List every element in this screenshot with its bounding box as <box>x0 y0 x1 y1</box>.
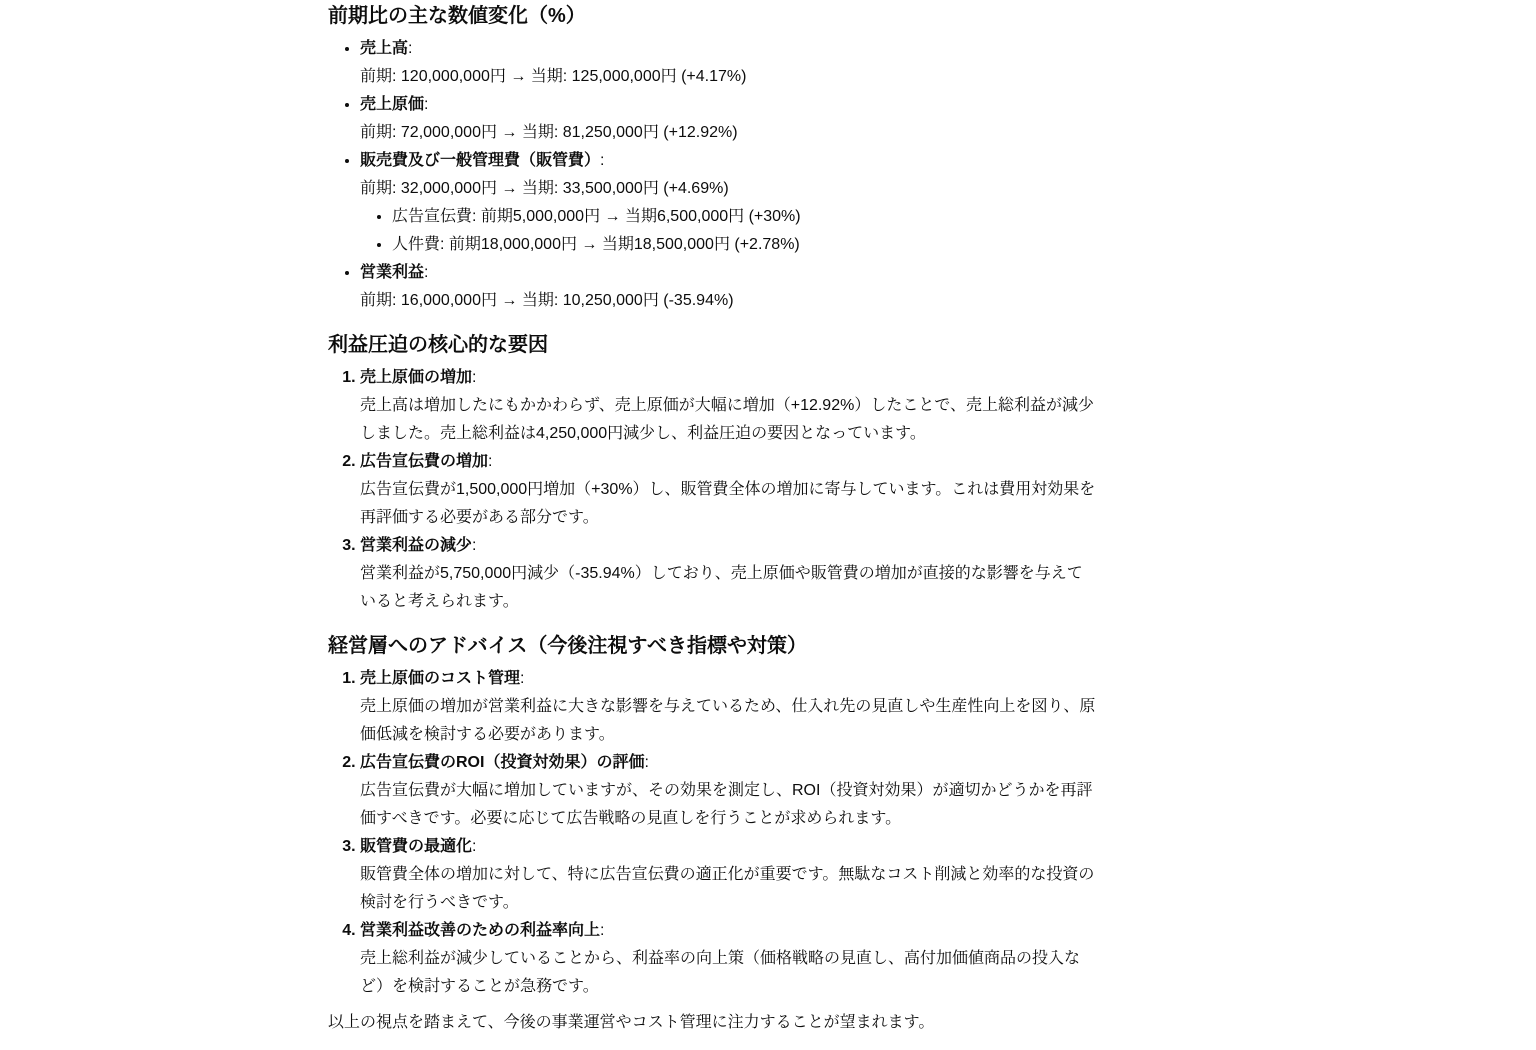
item-title-line <box>360 532 1096 560</box>
closing-paragraph: 以上の視点を踏まえて、今後の事業運営やコスト管理に注力することが望まれます。 <box>328 1014 935 1031</box>
numbered-item-sga-optimization <box>360 833 1096 917</box>
profit-pressure-factors-list <box>328 364 1096 616</box>
item-colon: : <box>424 96 429 113</box>
item-title: 売上原価の増加 <box>360 369 473 386</box>
item-detail: 前期: 72,000,000円 → 当期: 81,250,000円 (+12.92%) <box>360 124 738 141</box>
item-colon: : <box>600 922 605 939</box>
section-heading-profit-pressure-factors: 利益圧迫の核心的な要因 <box>328 334 548 356</box>
item-body: 広告宣伝費が1,500,000円増加（+30%）し、販管費全体の増加に寄与しています。これは費用対効果を再評価する必要がある部分です。 <box>360 481 1096 526</box>
item-term: 販売費及び一般管理費（販管費） <box>360 152 601 169</box>
item-body: 売上原価の増加が営業利益に大きな影響を与えているため、仕入れ先の見直しや生産性向上を図り、原価低減を検討する必要があります。 <box>360 698 1096 743</box>
list-item-sales <box>360 35 1096 91</box>
list-item-sga <box>360 147 1096 259</box>
item-colon: : <box>472 369 477 386</box>
item-title: 営業利益改善のための利益率向上 <box>360 922 601 939</box>
item-title-line <box>360 665 1096 693</box>
section-heading-management-advice: 経営層へのアドバイス（今後注視すべき指標や対策） <box>328 635 807 657</box>
item-term: 売上高 <box>360 40 409 57</box>
item-term-line <box>360 147 1096 175</box>
numbered-item-cogs-cost-control <box>360 665 1096 749</box>
item-title: 広告宣伝費のROI（投資対効果）の評価 <box>360 754 645 771</box>
list-item-operating-profit <box>360 259 1096 315</box>
item-colon: : <box>488 453 493 470</box>
item-title-line <box>360 364 1096 392</box>
item-detail: 前期: 120,000,000円 → 当期: 125,000,000円 (+4.17%) <box>360 68 747 85</box>
item-term: 売上原価 <box>360 96 425 113</box>
item-body: 営業利益が5,750,000円減少（-35.94%）しており、売上原価や販管費の増加が直接的な影響を与えていると考えられます。 <box>360 565 1083 610</box>
item-title-line <box>360 448 1096 476</box>
list-item-cogs <box>360 91 1096 147</box>
item-title: 広告宣伝費の増加 <box>360 453 489 470</box>
item-colon: : <box>472 838 477 855</box>
item-colon: : <box>520 670 525 687</box>
sga-sub-list <box>360 203 1096 259</box>
item-body: 売上高は増加したにもかかわらず、売上原価が大幅に増加（+12.92%）したことで、売上総利益が減少しました。売上総利益は4,250,000円減少し、利益圧迫の要因となっています。 <box>360 397 1095 442</box>
numbered-item-ad-roi-evaluation <box>360 749 1096 833</box>
item-title: 営業利益の減少 <box>360 537 473 554</box>
item-body: 販管費全体の増加に対して、特に広告宣伝費の適正化が重要です。無駄なコスト削減と効率的な投資の検討を行うべきです。 <box>360 866 1095 911</box>
item-detail: 前期: 32,000,000円 → 当期: 33,500,000円 (+4.69%) <box>360 180 729 197</box>
item-title: 売上原価のコスト管理 <box>360 670 521 687</box>
item-term-line <box>360 91 1096 119</box>
item-body: 広告宣伝費が大幅に増加していますが、その効果を測定し、ROI（投資対効果）が適切かどうかを再評価すべきです。必要に応じて広告戦略の見直しを行うことが求められます。 <box>360 782 1093 827</box>
numbered-item-operating-profit-decrease <box>360 532 1096 616</box>
item-term-line <box>360 259 1096 287</box>
document-body <box>328 1 1096 1037</box>
item-title-line <box>360 833 1096 861</box>
section-heading-numeric-changes: 前期比の主な数値変化（%） <box>328 5 586 27</box>
item-colon: : <box>472 537 477 554</box>
item-detail: 前期: 16,000,000円 → 当期: 10,250,000円 (-35.94%) <box>360 292 734 309</box>
item-colon: : <box>424 264 429 281</box>
item-title-line <box>360 917 1096 945</box>
item-colon: : <box>408 40 413 57</box>
numbered-item-margin-improvement <box>360 917 1096 1001</box>
numbered-item-ad-cost-increase <box>360 448 1096 532</box>
item-colon: : <box>600 152 605 169</box>
sub-list-item-advertising: • 広告宣伝費: 前期5,000,000円 → 当期6,500,000円 (+30%) <box>392 203 1096 231</box>
item-title: 販管費の最適化 <box>360 838 473 855</box>
item-colon: : <box>644 754 649 771</box>
numbered-item-cogs-increase <box>360 364 1096 448</box>
item-term: 営業利益 <box>360 264 425 281</box>
item-term-line <box>360 35 1096 63</box>
item-body: 売上総利益が減少していることから、利益率の向上策（価格戦略の見直し、高付加価値商品の投入など）を検討することが急務です。 <box>360 950 1081 995</box>
sub-list-item-personnel: • 人件費: 前期18,000,000円 → 当期18,500,000円 (+2.78%) <box>392 231 1096 259</box>
numeric-changes-list <box>328 35 1096 315</box>
item-title-line <box>360 749 1096 777</box>
management-advice-list <box>328 665 1096 1001</box>
